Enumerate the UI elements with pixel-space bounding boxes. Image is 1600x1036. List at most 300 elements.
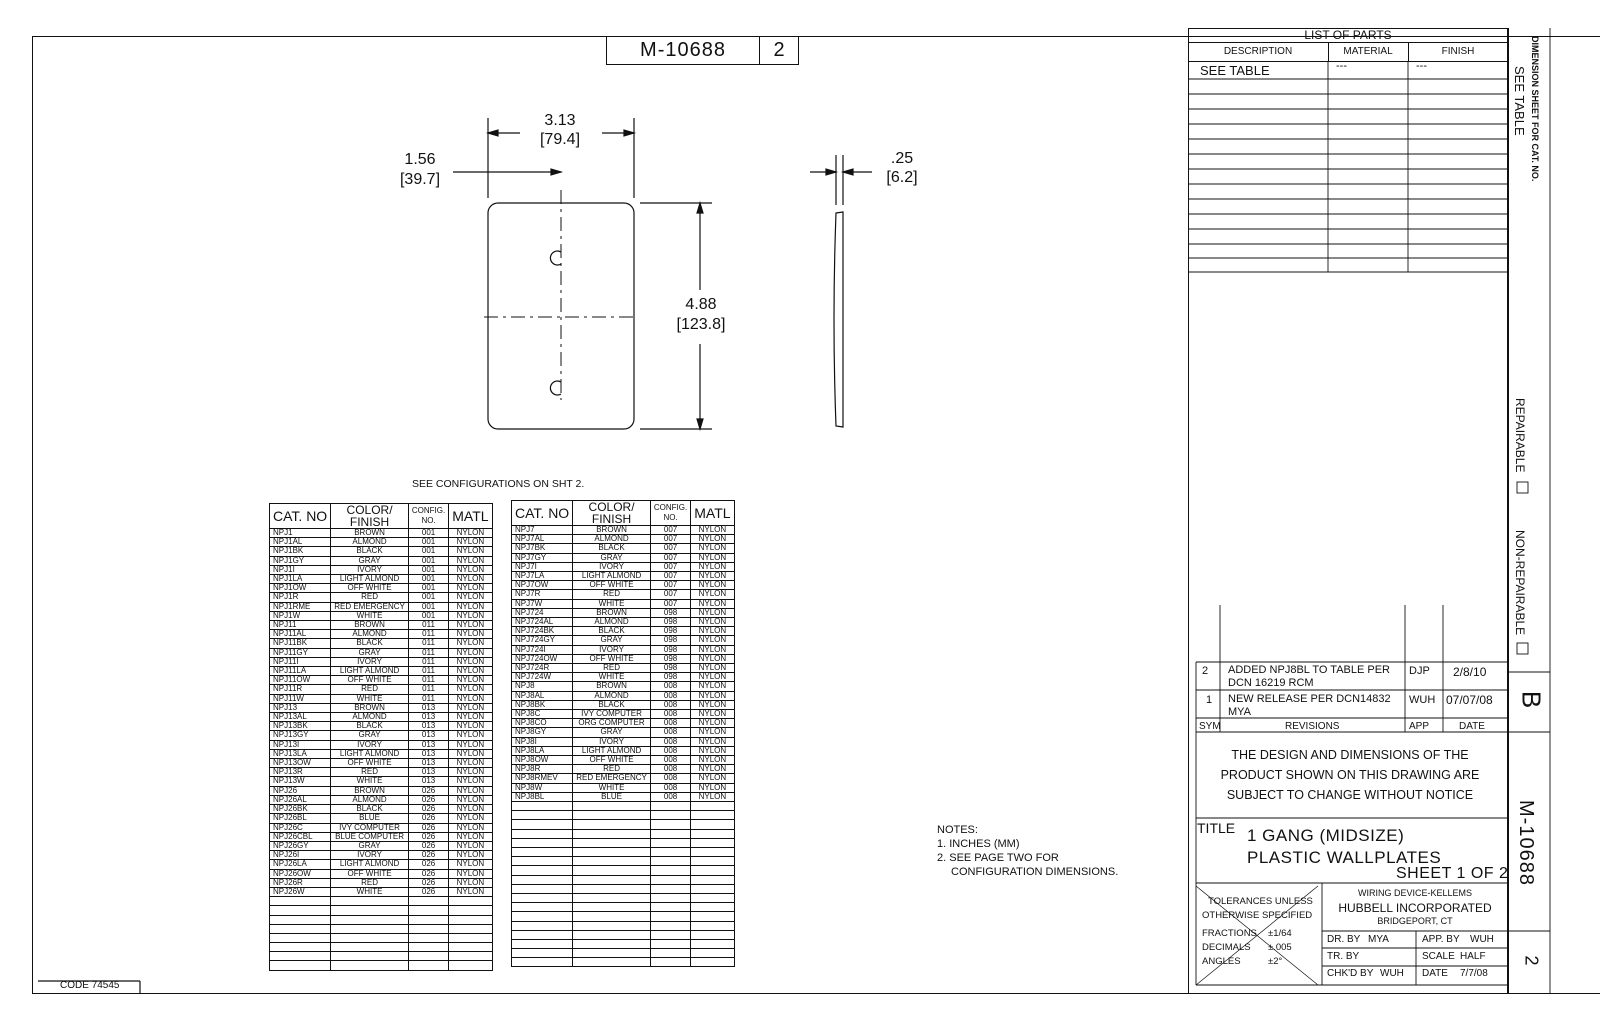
cell-color: OFF WHITE [573,756,651,765]
non-repairable-label: NON-REPAIRABLE [1513,530,1527,636]
cell-matl: NYLON [449,556,492,565]
col-description: DESCRIPTION [1188,43,1329,62]
cell-config: 011 [408,694,448,703]
cell-matl: NYLON [691,599,734,608]
tr-by-label: TR. BY [1327,951,1360,962]
cell-color: RED [573,765,651,774]
col-color: COLOR/ FINISH [573,501,651,526]
cell-config: 011 [408,648,448,657]
chkd-by-value: WUH [1380,968,1404,979]
cell-matl: NYLON [691,710,734,719]
cell-matl: NYLON [691,544,734,553]
cell-matl: NYLON [449,713,492,722]
rev-1-sym: 1 [1206,694,1213,706]
cell-config: 001 [408,565,448,574]
cell-config: 098 [650,654,690,663]
fractions-label: FRACTIONS [1202,928,1257,939]
cell-matl: NYLON [691,572,734,581]
cell-cat-no: NPJ26W [270,887,331,896]
cell-matl: NYLON [691,673,734,682]
half-width-dim: 1.56 [404,151,436,168]
cell-color: ALMOND [573,618,651,627]
cell-config: 098 [650,673,690,682]
thickness-dim-mm: [6.2] [886,169,918,186]
title-line-1: 1 GANG (MIDSIZE) [1247,826,1405,845]
cell-config: 026 [408,795,448,804]
cell-config: 013 [408,722,448,731]
col-config: CONFIG. NO. [650,501,690,526]
revision-number: 2 [773,38,785,61]
cell-config: 026 [408,860,448,869]
rev-2-text: ADDED NPJ8BL TO TABLE PER DCN 16219 RCM [1228,664,1391,689]
cell-cat-no: NPJ11GY [270,648,331,657]
cell-cat-no: NPJ8R [512,765,573,774]
cell-config: 098 [650,664,690,673]
drawing-number: M-10688 [607,36,760,64]
cell-cat-no: NPJ724OW [512,654,573,663]
see-configurations: SEE CONFIGURATIONS ON SHT 2. [412,478,585,490]
cell-matl: NYLON [449,538,492,547]
col-material: MATERIAL [1328,43,1409,62]
cell-color: WHITE [573,599,651,608]
cell-matl: NYLON [691,728,734,737]
cell-cat-no: NPJ1OW [270,584,331,593]
cell-matl: NYLON [691,581,734,590]
cell-color: BLACK [573,627,651,636]
cell-cat-no: NPJ8AL [512,691,573,700]
cell-matl: NYLON [449,575,492,584]
cell-cat-no: NPJ7OW [512,581,573,590]
cell-config: 007 [650,581,690,590]
cell-color: BROWN [331,529,409,538]
note-2: 2. SEE PAGE TWO FOR [937,852,1059,864]
cell-color: OFF WHITE [331,869,409,878]
cell-config: 026 [408,851,448,860]
cell-cat-no: NPJ26LA [270,860,331,869]
decimals-value: ±.005 [1268,942,1292,953]
cell-matl: NYLON [449,731,492,740]
cell-color: BROWN [573,608,651,617]
cell-cat-no: NPJ7W [512,599,573,608]
cell-config: 013 [408,703,448,712]
cell-cat-no: NPJ1W [270,611,331,620]
cell-color: RED [331,768,409,777]
cell-config: 008 [650,756,690,765]
cell-cat-no: NPJ11W [270,694,331,703]
cell-config: 001 [408,593,448,602]
cell-config: 013 [408,759,448,768]
cell-color: WHITE [331,777,409,786]
cell-matl: NYLON [691,691,734,700]
cell-matl: NYLON [449,749,492,758]
thickness-dim: .25 [890,150,914,167]
cell-color: BROWN [573,682,651,691]
cell-config: 026 [408,786,448,795]
rev-header-date: DATE [1459,721,1485,732]
cell-cat-no: NPJ8 [512,682,573,691]
cell-matl: NYLON [449,685,492,694]
rev-header-app: APP [1409,721,1430,732]
col-cat-no: CAT. NO [512,501,573,526]
cell-config: 011 [408,667,448,676]
cell-color: ALMOND [573,535,651,544]
cell-matl: NYLON [449,657,492,666]
cell-cat-no: NPJ13AL [270,713,331,722]
cell-config: 026 [408,805,448,814]
cell-config: 008 [650,728,690,737]
rev-1-app: WUH [1409,694,1436,706]
col-matl: MATL [449,504,492,529]
cell-color: LIGHT ALMOND [331,749,409,758]
cell-matl: NYLON [449,823,492,832]
fractions-value: ±1/64 [1268,928,1292,939]
cell-config: 008 [650,710,690,719]
cell-color: WHITE [573,783,651,792]
half-width-dim-mm: [39.7] [399,171,441,188]
cell-cat-no: NPJ1GY [270,556,331,565]
cell-config: 008 [650,783,690,792]
cell-matl: NYLON [449,786,492,795]
cell-cat-no: NPJ8OW [512,756,573,765]
cell-cat-no: NPJ13GY [270,731,331,740]
cell-cat-no: NPJ11R [270,685,331,694]
cell-cat-no: NPJ8GY [512,728,573,737]
cell-color: IVORY [331,657,409,666]
cell-color: BROWN [331,703,409,712]
side-sheet-number: 2 [1521,955,1542,966]
cell-cat-no: NPJ11 [270,621,331,630]
cell-matl: NYLON [449,584,492,593]
tolerance-line-2: OTHERWISE SPECIFIED [1202,910,1313,921]
cell-config: 007 [650,562,690,571]
company-line-1: WIRING DEVICE-KELLEMS [1357,888,1473,898]
cell-cat-no: NPJ13R [270,768,331,777]
cell-color: GRAY [573,553,651,562]
cell-cat-no: NPJ1AL [270,538,331,547]
cell-cat-no: NPJ13 [270,703,331,712]
cell-config: 008 [650,737,690,746]
cell-matl: NYLON [691,719,734,728]
cell-matl: NYLON [449,676,492,685]
cell-color: BLUE COMPUTER [331,832,409,841]
rev-1-date: 07/07/08 [1446,693,1493,707]
cell-color: ALMOND [331,630,409,639]
disclaimer [1200,745,1500,805]
cell-matl: NYLON [691,553,734,562]
cell-config: 026 [408,832,448,841]
cell-cat-no: NPJ11I [270,657,331,666]
cell-color: GRAY [331,731,409,740]
cell-cat-no: NPJ11AL [270,630,331,639]
cell-color: LIGHT ALMOND [331,860,409,869]
cell-color: IVORY [573,562,651,571]
cell-config: 007 [650,526,690,535]
cell-cat-no: NPJ724BK [512,627,573,636]
cell-cat-no: NPJ26GY [270,841,331,850]
tolerance-line-1: TOLERANCES UNLESS [1208,896,1313,907]
cell-cat-no: NPJ26OW [270,869,331,878]
cell-matl: NYLON [449,639,492,648]
cell-color: IVY COMPUTER [331,823,409,832]
cell-color: OFF WHITE [331,759,409,768]
cell-config: 001 [408,529,448,538]
cell-cat-no: NPJ7AL [512,535,573,544]
rev-2-app: DJP [1409,665,1430,677]
cell-cat-no: NPJ8BL [512,792,573,801]
cell-color: GRAY [331,648,409,657]
cell-color: ALMOND [331,538,409,547]
cell-cat-no: NPJ8RMEV [512,774,573,783]
cell-matl: NYLON [691,664,734,673]
cell-color: BROWN [573,526,651,535]
cell-matl: NYLON [449,814,492,823]
cell-matl: NYLON [691,636,734,645]
cell-matl: NYLON [449,621,492,630]
title-label: TITLE [1197,820,1236,836]
col-finish: FINISH [1408,43,1508,62]
cell-cat-no: NPJ26 [270,786,331,795]
dr-by-label: DR. BY [1327,934,1361,945]
cell-matl: NYLON [449,759,492,768]
cell-matl: NYLON [449,694,492,703]
title-line-2: PLASTIC WALLPLATES [1247,848,1442,867]
cell-matl: NYLON [691,700,734,709]
cell-color: BLACK [331,805,409,814]
cell-matl: NYLON [449,611,492,620]
cell-matl: NYLON [691,756,734,765]
cell-config: 026 [408,887,448,896]
cell-matl: NYLON [449,768,492,777]
app-by-label: APP. BY [1422,934,1460,945]
cell-matl: NYLON [449,703,492,712]
finish-dash: --- [1416,60,1427,72]
cell-color: IVORY [331,565,409,574]
cell-matl: NYLON [449,565,492,574]
cell-color: RED [573,664,651,673]
cell-matl: NYLON [449,869,492,878]
cell-color: BROWN [331,786,409,795]
cell-color: GRAY [573,636,651,645]
scale-value: HALF [1460,951,1486,962]
cell-cat-no: NPJ26BL [270,814,331,823]
scale-label: SCALE [1422,951,1455,962]
list-of-parts-title: LIST OF PARTS [1188,28,1508,43]
cell-config: 008 [650,792,690,801]
note-2-cont: CONFIGURATION DIMENSIONS. [951,866,1119,878]
cell-matl: NYLON [449,740,492,749]
side-drawing-number: M-10688 [1515,800,1537,886]
height-dim: 4.88 [685,296,717,313]
cell-color: RED [573,590,651,599]
cell-config: 007 [650,553,690,562]
cell-matl: NYLON [449,878,492,887]
cell-cat-no: NPJ26CBL [270,832,331,841]
cell-config: 007 [650,544,690,553]
cell-config: 007 [650,590,690,599]
cell-matl: NYLON [691,618,734,627]
repairable-label: REPAIRABLE [1513,398,1527,473]
cell-matl: NYLON [691,774,734,783]
cell-color: RED [331,593,409,602]
cell-matl: NYLON [691,792,734,801]
cell-config: 008 [650,746,690,755]
cell-config: 011 [408,639,448,648]
cell-config: 008 [650,719,690,728]
decimals-label: DECIMALS [1202,942,1251,953]
cell-cat-no: NPJ1R [270,593,331,602]
col-config: CONFIG. NO. [408,504,448,529]
cell-config: 098 [650,618,690,627]
dimension-sheet-label: DIMENSION SHEET FOR CAT. NO. [1530,36,1540,182]
cell-cat-no: NPJ8I [512,737,573,746]
cell-matl: NYLON [449,630,492,639]
see-table-side: SEE TABLE [1512,66,1527,136]
cell-config: 026 [408,869,448,878]
cell-matl: NYLON [691,746,734,755]
cell-cat-no: NPJ8CO [512,719,573,728]
cell-config: 011 [408,621,448,630]
cell-matl: NYLON [691,627,734,636]
rev-2-sym: 2 [1202,665,1209,677]
cell-matl: NYLON [449,593,492,602]
cell-config: 011 [408,676,448,685]
code: CODE 74545 [60,980,120,991]
cell-config: 026 [408,814,448,823]
cell-config: 011 [408,630,448,639]
cell-cat-no: NPJ1RME [270,602,331,611]
chkd-by-label: CHK'D BY [1327,968,1374,979]
cell-cat-no: NPJ13W [270,777,331,786]
cell-color: BLACK [573,700,651,709]
cell-color: ALMOND [573,691,651,700]
cell-config: 001 [408,538,448,547]
revision-letter: B [1516,690,1547,709]
note-1: 1. INCHES (MM) [937,838,1020,850]
cell-matl: NYLON [691,765,734,774]
cell-cat-no: NPJ7BK [512,544,573,553]
col-color: COLOR/ FINISH [331,504,409,529]
angles-value: ±2° [1268,956,1283,967]
company-line-2: HUBBELL INCORPORATED [1338,901,1492,915]
cell-color: OFF WHITE [573,654,651,663]
cell-cat-no: NPJ724 [512,608,573,617]
cell-cat-no: NPJ8W [512,783,573,792]
cell-color: OFF WHITE [573,581,651,590]
material-dash: --- [1336,60,1347,72]
disclaimer-line-2: PRODUCT SHOWN ON THIS DRAWING ARE [1220,768,1480,782]
cell-color: BLUE [573,792,651,801]
cell-matl: NYLON [449,832,492,841]
cell-matl: NYLON [449,667,492,676]
app-by-value: WUH [1470,934,1494,945]
rev-1-text: NEW RELEASE PER DCN14832 MYA [1228,693,1391,718]
cell-cat-no: NPJ26R [270,878,331,887]
cell-cat-no: NPJ724R [512,664,573,673]
cell-config: 008 [650,765,690,774]
cell-config: 013 [408,731,448,740]
rev-2-date: 2/8/10 [1453,665,1487,679]
cell-cat-no: NPJ26I [270,851,331,860]
cell-color: BLACK [331,547,409,556]
cell-color: RED EMERGENCY [573,774,651,783]
cell-matl: NYLON [691,562,734,571]
cell-matl: NYLON [449,777,492,786]
cell-color: BLACK [331,722,409,731]
cell-matl: NYLON [691,654,734,663]
cell-color: LIGHT ALMOND [331,575,409,584]
dr-by-value: MYA [1368,934,1389,945]
cell-config: 007 [650,572,690,581]
angles-label: ANGLES [1202,956,1241,967]
cell-config: 011 [408,657,448,666]
cell-cat-no: NPJ7LA [512,572,573,581]
cell-color: WHITE [331,611,409,620]
cell-cat-no: NPJ724AL [512,618,573,627]
cell-color: WHITE [331,887,409,896]
cell-config: 007 [650,599,690,608]
see-table: SEE TABLE [1200,63,1270,78]
cell-color: IVORY [331,851,409,860]
cell-cat-no: NPJ7GY [512,553,573,562]
cell-cat-no: NPJ8C [512,710,573,719]
cell-color: RED [331,685,409,694]
cell-config: 007 [650,535,690,544]
cell-config: 098 [650,636,690,645]
cell-color: ALMOND [331,713,409,722]
cell-cat-no: NPJ8BK [512,700,573,709]
cell-config: 008 [650,774,690,783]
cell-config: 001 [408,602,448,611]
cell-cat-no: NPJ11BK [270,639,331,648]
rev-header-revisions: REVISIONS [1285,721,1340,732]
cell-color: WHITE [573,673,651,682]
cell-config: 001 [408,575,448,584]
cell-config: 001 [408,584,448,593]
cell-cat-no: NPJ1I [270,565,331,574]
cell-color: IVORY [331,740,409,749]
cell-matl: NYLON [449,648,492,657]
cell-matl: NYLON [449,529,492,538]
cell-config: 001 [408,547,448,556]
cell-cat-no: NPJ7I [512,562,573,571]
cell-config: 013 [408,777,448,786]
cell-cat-no: NPJ11LA [270,667,331,676]
cell-matl: NYLON [449,841,492,850]
cell-config: 008 [650,700,690,709]
cell-config: 098 [650,608,690,617]
cell-config: 008 [650,691,690,700]
cell-color: LIGHT ALMOND [573,746,651,755]
cell-config: 098 [650,627,690,636]
disclaimer-line-3: SUBJECT TO CHANGE WITHOUT NOTICE [1226,788,1474,802]
cell-cat-no: NPJ13BK [270,722,331,731]
cell-color: GRAY [331,841,409,850]
date-value: 7/7/08 [1460,968,1488,979]
cell-matl: NYLON [691,783,734,792]
cell-config: 026 [408,878,448,887]
cell-config: 026 [408,823,448,832]
cell-config: 026 [408,841,448,850]
cell-matl: NYLON [691,535,734,544]
cell-config: 001 [408,611,448,620]
disclaimer-line-1: THE DESIGN AND DIMENSIONS OF THE [1231,748,1469,762]
cell-color: BLACK [331,639,409,648]
cell-color: ORG COMPUTER [573,719,651,728]
cell-cat-no: NPJ724I [512,645,573,654]
cell-matl: NYLON [691,526,734,535]
cell-matl: NYLON [449,547,492,556]
company-line-3: BRIDGEPORT, CT [1377,916,1453,926]
